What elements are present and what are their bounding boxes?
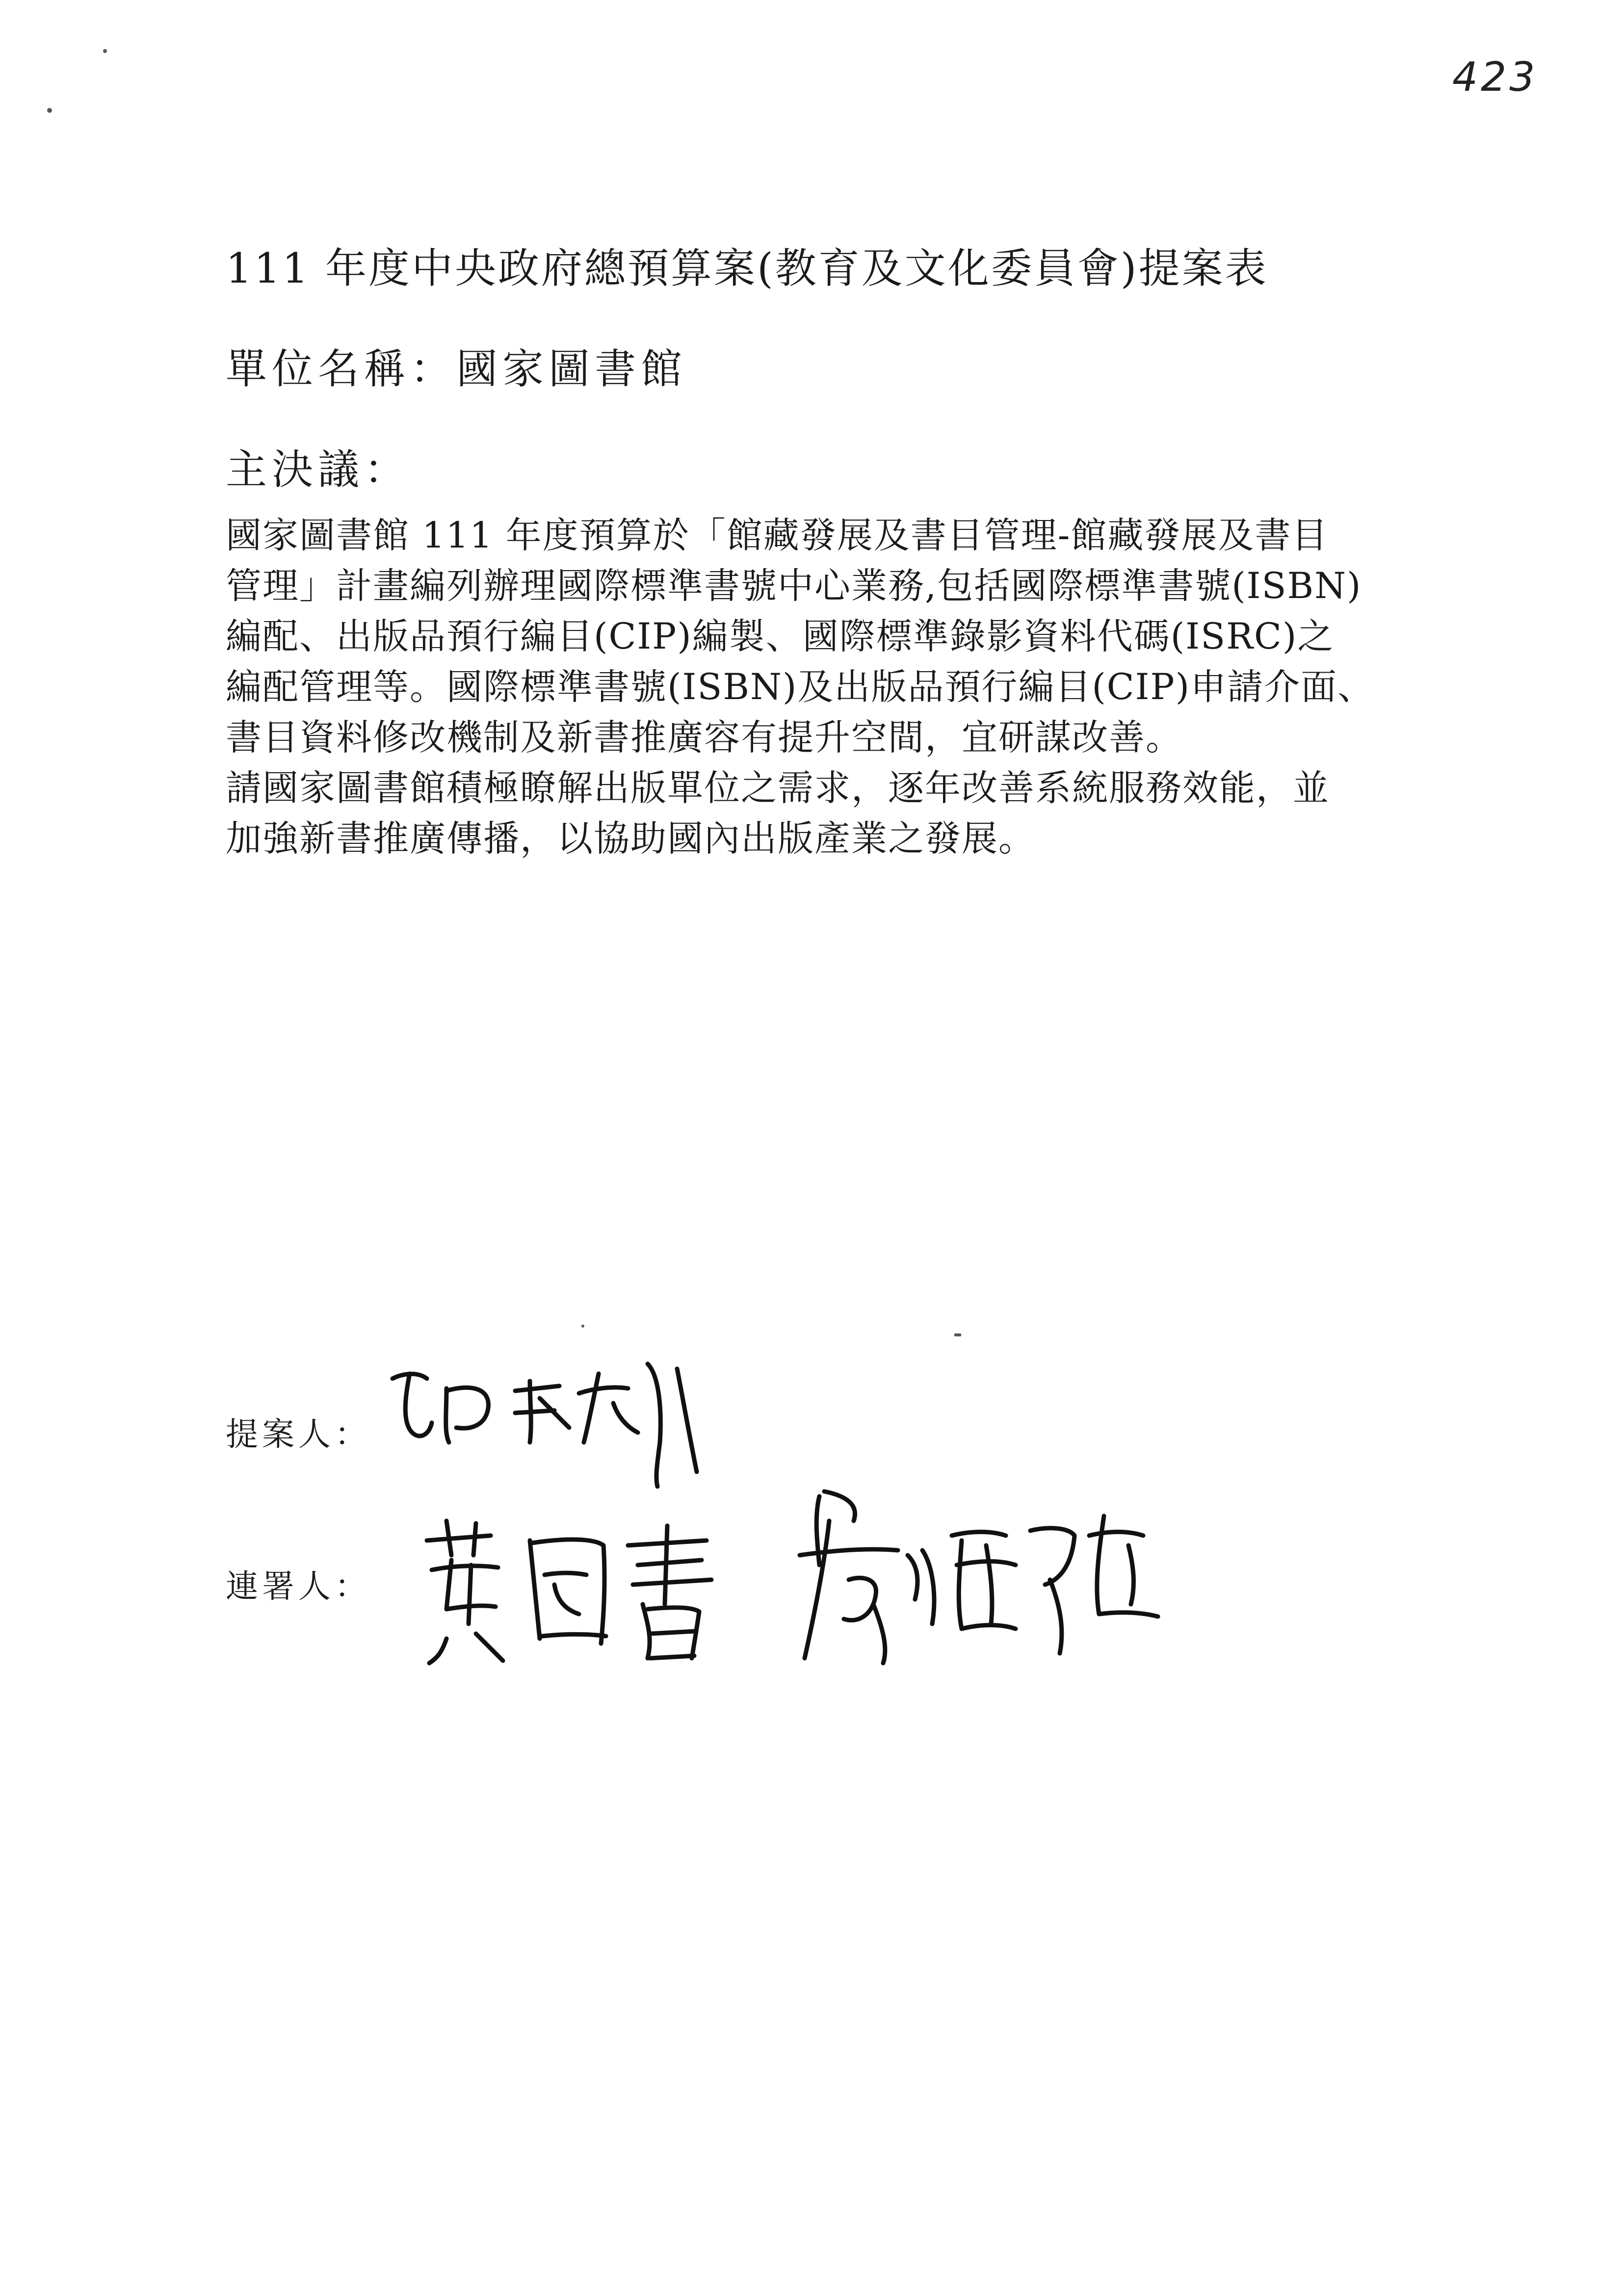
proposer-label: 提案人： xyxy=(226,1415,371,1453)
document-title: 111 年度中央政府總預算案(教育及文化委員會)提案表 xyxy=(226,244,1268,292)
body-line-2: 管理」計畫編列辦理國際標準書號中心業務,包括國際標準書號(ISBN) xyxy=(226,565,1362,607)
proposer-signature xyxy=(383,1344,736,1496)
main-resolution-label: 主決議： xyxy=(226,445,411,494)
cosigner-signature-1 xyxy=(417,1511,731,1673)
page-number: 423 xyxy=(1452,54,1538,101)
scan-speck xyxy=(103,49,107,53)
scan-speck xyxy=(47,108,52,113)
body-line-4: 編配管理等。國際標準書號(ISBN)及出版品預行編目(CIP)申請介面、 xyxy=(226,666,1375,708)
unit-name-line: 單位名稱：國家圖書館 xyxy=(226,345,687,393)
cosigner-label: 連署人： xyxy=(226,1567,371,1605)
resolution-body xyxy=(226,510,1413,864)
body-line-6: 請國家圖書館積極瞭解出版單位之需求，逐年改善系統服務效能，並 xyxy=(226,767,1330,809)
cosigner-signature-2 xyxy=(785,1467,1178,1673)
scan-speck xyxy=(581,1325,584,1328)
body-line-1: 國家圖書館 111 年度預算於「館藏發展及書目管理-館藏發展及書目 xyxy=(226,515,1329,556)
scan-speck xyxy=(954,1333,961,1336)
body-line-3: 編配、出版品預行編目(CIP)編製、國際標準錄影資料代碼(ISRC)之 xyxy=(226,616,1335,657)
body-line-7: 加強新書推廣傳播，以協助國內出版產業之發展。 xyxy=(226,818,1035,860)
body-line-5: 書目資料修改機制及新書推廣容有提升空間，宜研謀改善。 xyxy=(226,717,1182,758)
